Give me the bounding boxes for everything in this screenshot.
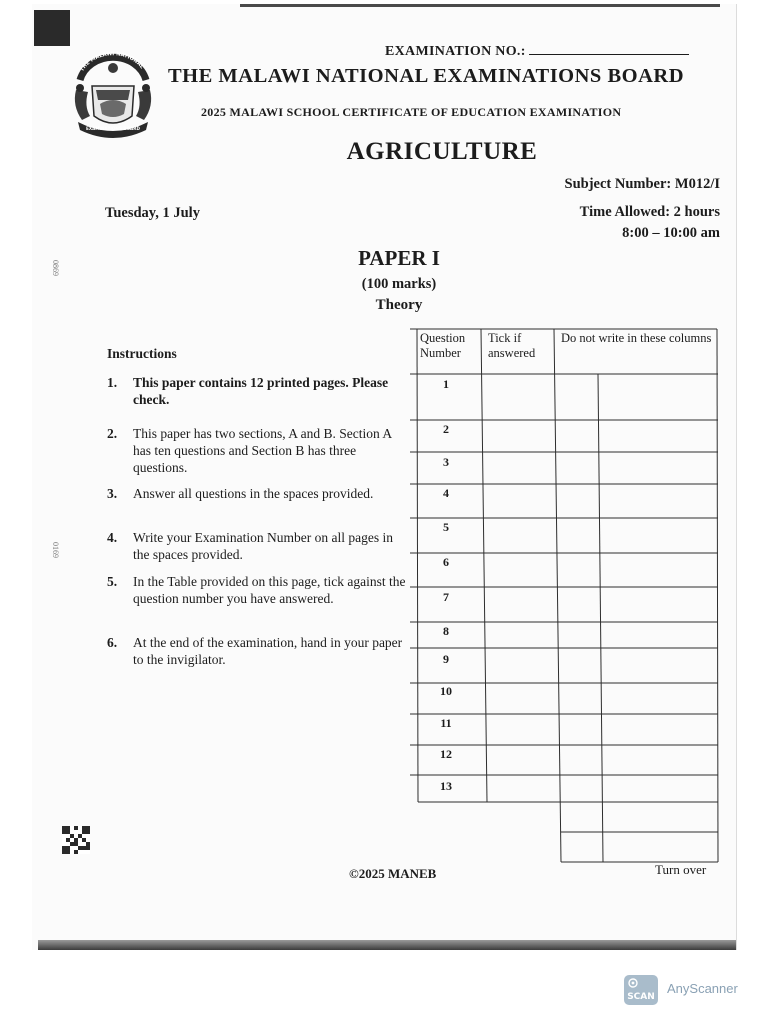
qr-code <box>62 826 90 854</box>
tick-cell-q3[interactable] <box>483 453 553 483</box>
question-number-cell: 4 <box>443 486 449 500</box>
question-number-cell: 1 <box>443 377 449 391</box>
scanner-app-name: AnyScanner <box>667 981 738 996</box>
instruction-number: 1. <box>107 375 118 390</box>
instructions-heading: Instructions <box>107 346 177 361</box>
tick-cell-q2[interactable] <box>483 421 553 451</box>
question-number-cell: 5 <box>443 520 449 534</box>
paper-type: Theory <box>375 297 423 313</box>
svg-text:THE MALAWI NATIONAL: THE MALAWI NATIONAL <box>79 51 145 73</box>
question-number-cell: 2 <box>443 422 449 436</box>
do-not-write-header: Do not write in these columns <box>561 331 712 345</box>
instruction-text: This paper has two sections, A and B. Section A has ten questions and Section B has three questions. <box>133 426 392 475</box>
tick-cell-q6[interactable] <box>483 554 553 586</box>
paper-marks: (100 marks) <box>361 276 437 292</box>
time-allowed: Time Allowed: 2 hours <box>579 204 720 220</box>
margin-code-top: 0869 <box>51 260 60 276</box>
instruction-number: 2. <box>107 426 118 441</box>
tick-cell-q5[interactable] <box>483 519 553 552</box>
question-number-cell: 10 <box>440 684 452 698</box>
turn-over: Turn over <box>655 862 707 877</box>
question-number-cell: 8 <box>443 624 449 638</box>
tick-cell-q12[interactable] <box>486 746 556 774</box>
subject-number: Subject Number: M012/I <box>564 176 720 192</box>
question-number-cell: 9 <box>443 652 449 666</box>
tick-cell-q11[interactable] <box>485 715 555 744</box>
question-number-cell: 12 <box>440 747 452 761</box>
instruction-text: This paper contains 12 printed pages. Please check. <box>133 375 389 407</box>
tick-cell-q4[interactable] <box>483 485 553 517</box>
svg-text:EXAMINATIONS BOARD: EXAMINATIONS BOARD <box>85 126 141 131</box>
paper-title: PAPER I <box>358 246 440 270</box>
tick-cell-q9[interactable] <box>484 649 554 682</box>
instruction-text: At the end of the examination, hand in your paper to the invigilator. <box>133 635 403 667</box>
subject-title: AGRICULTURE <box>346 138 538 165</box>
instruction-number: 5. <box>107 574 118 589</box>
tick-cell-q7[interactable] <box>484 588 554 621</box>
question-number-cell: 13 <box>440 779 452 793</box>
margin-code-bottom: 0169 <box>51 542 60 558</box>
certificate-line: 2025 MALAWI SCHOOL CERTIFICATE OF EDUCATION EXAMINATION <box>201 105 622 119</box>
exam-date: Tuesday, 1 July <box>105 205 200 221</box>
tick-cell-q10[interactable] <box>485 684 555 713</box>
svg-text:SCAN: SCAN <box>627 992 655 1002</box>
question-number-cell: 11 <box>440 716 452 730</box>
question-number-cell: 7 <box>443 590 449 604</box>
copyright: ©2025 MANEB <box>349 866 437 881</box>
instruction-text: Write your Examination Number on all pages in the spaces provided. <box>133 530 394 562</box>
instruction-text: In the Table provided on this page, tick against the question number you have answered. <box>133 574 406 606</box>
instruction-number: 3. <box>107 486 118 501</box>
board-title: THE MALAWI NATIONAL EXAMINATIONS BOARD <box>168 65 684 87</box>
tick-cell-q13[interactable] <box>486 776 556 801</box>
instruction-text: Answer all questions in the spaces provided. <box>133 486 374 501</box>
question-number-cell: 3 <box>443 455 449 469</box>
instruction-number: 4. <box>107 530 118 545</box>
scanner-logo-icon <box>624 975 658 1005</box>
question-number-cell: 6 <box>443 555 449 569</box>
tick-cell-q1[interactable] <box>483 375 553 419</box>
examination-number-label: EXAMINATION NO.: <box>385 43 689 60</box>
question-number-header: Question Number <box>420 331 466 360</box>
tick-cell-q8[interactable] <box>484 623 554 647</box>
instruction-number: 6. <box>107 635 118 650</box>
time-range: 8:00 – 10:00 am <box>622 225 720 241</box>
tick-header: Tick if answered <box>488 331 536 360</box>
